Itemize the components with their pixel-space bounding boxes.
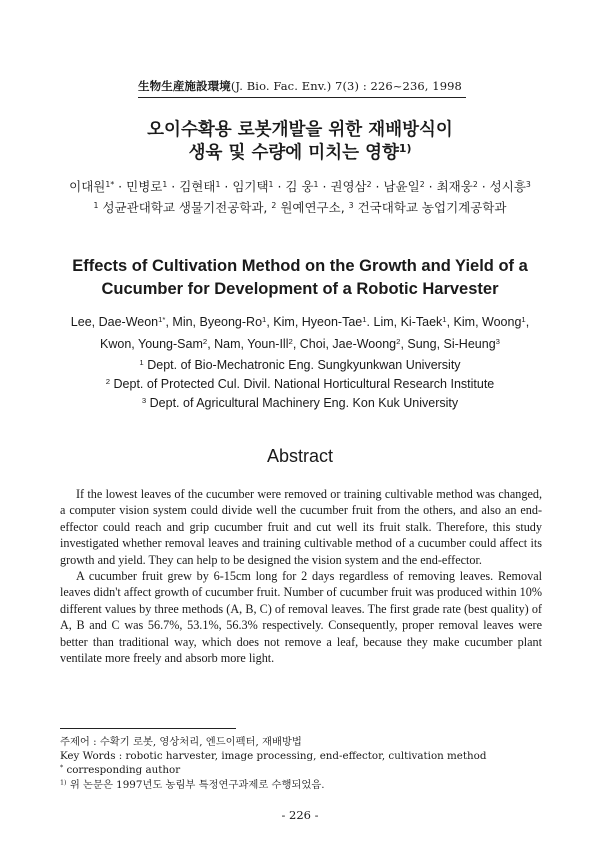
korean-author-list: 이대원$^{1*}$ · 민병로$^1$ · 김현태$^1$ · 임기택$^1$ · 김 웅$^1$ · 권영삼$^2$ · 남윤일$^2$ · 최재웅$^2$ · 성시흥$^3$ <box>69 179 531 194</box>
journal-header <box>0 78 600 94</box>
footnotes <box>60 735 542 792</box>
english-title-line1: Effects of Cultivation Method on the Growth and Yield of a <box>72 257 528 275</box>
affiliation-kr-number: 1 <box>93 200 99 210</box>
keywords-english: Key Words : robotic harvester, image processing, end-effector, cultivation method <box>60 750 487 763</box>
author-en: Kim, Hyeon-Tae$^1$ <box>273 314 367 329</box>
funding-note: $^{1)}$ 위 논문은 1997년도 농림부 특정연구과제로 수행되었음. <box>60 778 325 791</box>
author-en: Nam, Youn-Ill$^2$ <box>214 336 293 351</box>
abstract-paragraph: If the lowest leaves of the cucumber were removed or training cultivable method was changed, a computer vision system could divide well the cucumber fruit from the others, and also an end-effector could reach and grip cucumber fruit and cut well its fruit stalk. Therefore, this study investigated whether removal leaves and training cultivable method of a cucumber could affect its growth and yield. They can help to be designed the vision system and the end-effector. <box>60 487 542 567</box>
english-author-list-line1: Lee, Dae-Weon$^{1*}$, Min, Byeong-Ro$^1$, Kim, Hyeon-Tae$^1$. Lim, Ki-Taek$^1$, Kim, Woong$^1$, <box>70 314 530 329</box>
english-author-list-line2: Kwon, Young-Sam$^2$, Nam, Youn-Ill$^2$, Choi, Jae-Woong$^2$, Sung, Si-Heung$^3$ <box>100 336 500 351</box>
korean-title-line1: 오이수확용 로봇개발을 위한 재배방식이 <box>147 120 453 140</box>
journal-citation: (J. Bio. Fac. Env.) 7(3) : 226~236, 1998 <box>230 79 462 93</box>
abstract-body <box>60 486 542 666</box>
author-en: Sung, Si-Heung$^3$ <box>407 336 500 351</box>
korean-title-line2 <box>0 139 600 164</box>
affiliation-kr: 원예연구소, <box>280 200 345 215</box>
author-en: Min, Byeong-Ro$^1$ <box>172 314 267 329</box>
affiliation-kr: 성균관대학교 생물기전공학과, <box>102 200 268 215</box>
keywords-korean: 주제어 : 수확기 로봇, 영상처리, 엔드이펙터, 재배방법 <box>60 736 302 748</box>
korean-affiliations <box>0 198 600 216</box>
corresponding-author-note: * corresponding author <box>60 763 181 777</box>
author-kr: 민병로$^1$ <box>126 179 168 194</box>
author-en: Choi, Jae-Woong$^2$ <box>299 336 401 351</box>
page-number: - 226 - <box>281 808 319 822</box>
author-kr: 김 웅$^1$ <box>285 179 319 194</box>
author-en: Lim, Ki-Taek$^1$ <box>373 314 447 329</box>
affiliation-kr-number: 3 <box>348 200 354 210</box>
header-rule <box>138 97 466 98</box>
english-affiliation-1: $^1$ Dept. of Bio-Mechatronic Eng. Sungkyunkwan University <box>139 357 461 372</box>
korean-title-line2-text: 생육 및 수량에 미치는 영향 <box>188 143 399 163</box>
english-title-line2: Cucumber for Development of a Robotic Harvester <box>101 280 499 298</box>
author-kr: 권영삼$^2$ <box>330 179 372 194</box>
footnote-rule <box>60 728 236 729</box>
author-en: Lee, Dae-Weon$^{1*}$ <box>70 314 166 329</box>
author-kr: 김현태$^1$ <box>179 179 221 194</box>
english-affiliation-2: $^2$ Dept. of Protected Cul. Divil. National Horticultural Research Institute <box>105 376 495 391</box>
author-en: Kwon, Young-Sam$^2$ <box>100 336 208 351</box>
author-kr: 이대원$^{1*}$ <box>69 179 115 194</box>
abstract-heading: Abstract <box>266 446 334 466</box>
journal-name-kr: 生物生産施設環境 <box>138 79 231 93</box>
affiliation-kr-number: 2 <box>271 200 277 210</box>
affiliation-kr: 건국대학교 농업기계공학과 <box>357 200 507 215</box>
abstract-paragraph: A cucumber fruit grew by 6-15cm long for 2 days regardless of removing leaves. Removal leaves didn't affect growth of cucumber fruit. Number of cucumber fruit was produced within 10% different values by three methods (A, B, C) of removal leaves. The first grade rate (best quality) of A, B and C was 56.7%, 53.1%, 56.3% respectively. Consequently, proper removal leaves were better than traditional way, which does not remove a leaf, because they make cucumber plant ventilate more freely and absorb more light. <box>60 569 542 666</box>
author-kr: 남윤일$^2$ <box>383 179 425 194</box>
author-kr: 성시흥$^3$ <box>489 179 531 194</box>
english-affiliation-3: $^3$ Dept. of Agricultural Machinery Eng. Kon Kuk University <box>141 395 459 410</box>
author-en: Kim, Woong$^1$ <box>453 314 526 329</box>
title-footnote-mark: 1) <box>398 142 412 156</box>
author-kr: 최재웅$^2$ <box>436 179 478 194</box>
author-kr: 임기택$^1$ <box>232 179 274 194</box>
